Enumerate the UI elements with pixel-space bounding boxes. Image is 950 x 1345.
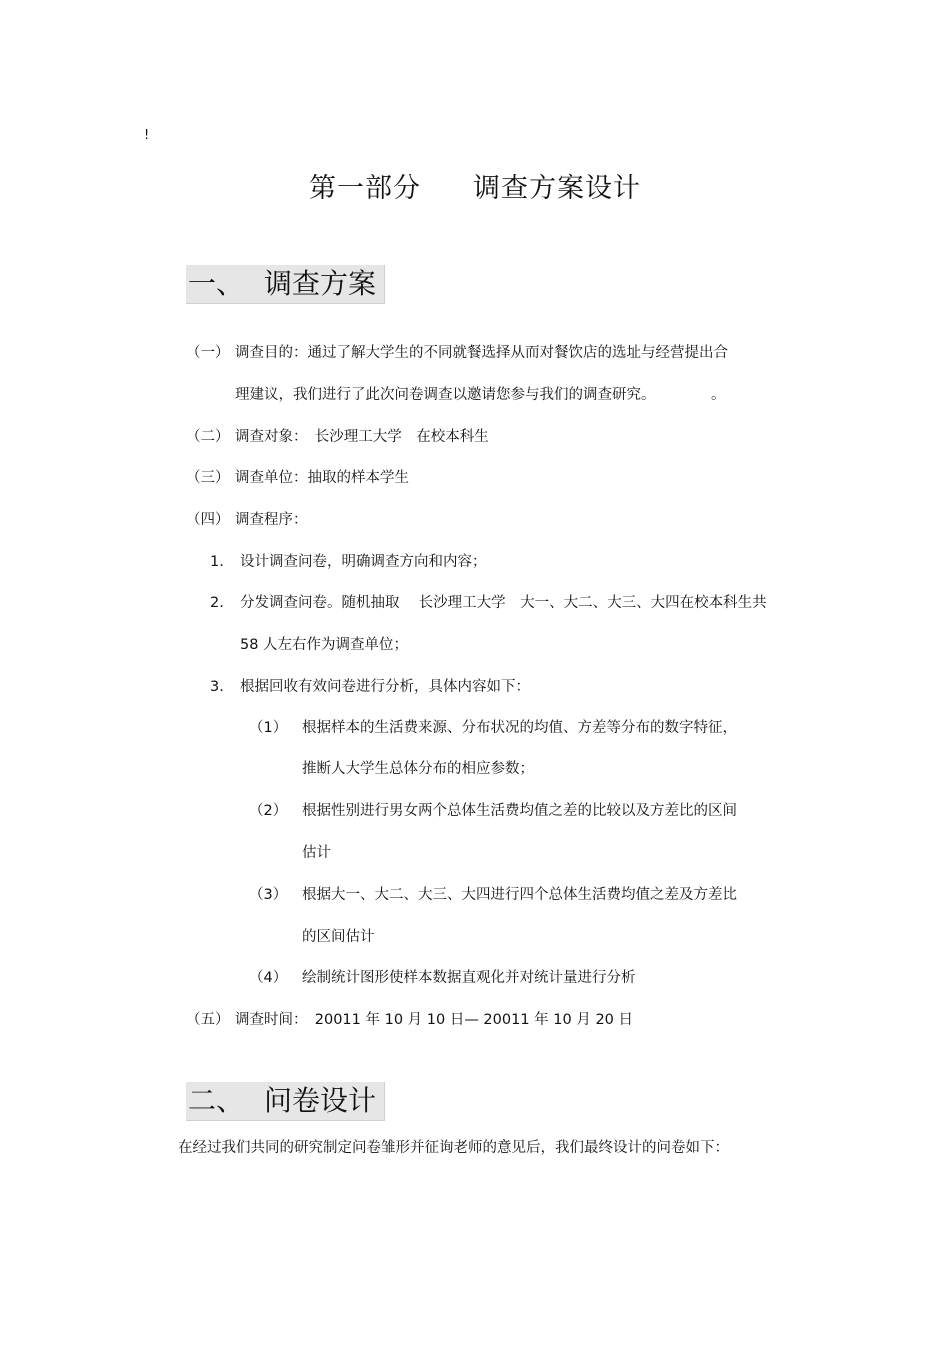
step-2-number: 2. [210, 595, 224, 611]
section-1-heading [186, 265, 385, 304]
subitem-2-line-2: 估计 [302, 845, 331, 861]
stray-mark: ! [144, 128, 150, 143]
page-title [0, 166, 950, 205]
step-1-text: 设计调查问卷，明确调查方向和内容； [240, 554, 487, 570]
subitem-1-line-2: 推断人大学生总体分布的相应参数； [302, 761, 534, 777]
procedure-number: （四） [186, 512, 230, 528]
subitem-1-number: （1） [249, 720, 288, 736]
section-1-title: 调查方案 [264, 267, 377, 300]
subitem-2-line-1: 根据性别进行男女两个总体生活费均值之差的比较以及方差比的区间 [302, 803, 737, 819]
step-3-text: 根据回收有效问卷进行分析，具体内容如下： [240, 679, 530, 695]
time-number: （五） [186, 1012, 230, 1028]
object-text: 调查对象： 长沙理工大学 在校本科生 [235, 429, 489, 445]
step-1-number: 1. [210, 554, 224, 570]
subitem-4-text: 绘制统计图形使样本数据直观化并对统计量进行分析 [302, 970, 636, 986]
subitem-2-number: （2） [249, 803, 288, 819]
section-1-number: 一、 [188, 267, 245, 300]
purpose-trailing-mark: 。 [711, 387, 726, 403]
time-text: 调查时间： 20011 年 10 月 10 日— 20011 年 10 月 20 日 [235, 1012, 634, 1028]
purpose-line-2: 理建议，我们进行了此次问卷调查以邀请您参与我们的调查研究。 [235, 387, 656, 403]
subitem-3-number: （3） [249, 887, 288, 903]
title-part: 第一部分 [309, 173, 421, 204]
unit-number: （三） [186, 470, 230, 486]
title-name: 调查方案设计 [473, 173, 641, 204]
step-3-number: 3. [210, 679, 224, 695]
procedure-text: 调查程序： [235, 512, 308, 528]
unit-text: 调查单位：抽取的样本学生 [235, 470, 409, 486]
step-2-line-1: 分发调查问卷。随机抽取 长沙理工大学 大一、大二、大三、大四在校本科生共 [240, 595, 767, 611]
object-number: （二） [186, 429, 230, 445]
section-2-number: 二、 [188, 1084, 245, 1117]
subitem-1-line-1: 根据样本的生活费来源、分布状况的均值、方差等分布的数字特征， [302, 720, 737, 736]
subitem-3-line-1: 根据大一、大二、大三、大四进行四个总体生活费均值之差及方差比 [302, 887, 737, 903]
subitem-3-line-2: 的区间估计 [302, 929, 375, 945]
section-2-title: 问卷设计 [264, 1084, 377, 1117]
step-2-line-2: 58 人左右作为调查单位； [240, 637, 409, 653]
section-2-heading [186, 1082, 385, 1121]
section-2-intro: 在经过我们共同的研究制定问卷雏形并征询老师的意见后，我们最终设计的问卷如下： [178, 1140, 729, 1156]
purpose-line-1: 调查目的：通过了解大学生的不同就餐选择从而对餐饮店的选址与经营提出合 [235, 345, 728, 361]
subitem-4-number: （4） [249, 970, 288, 986]
purpose-number: （一） [186, 345, 230, 361]
